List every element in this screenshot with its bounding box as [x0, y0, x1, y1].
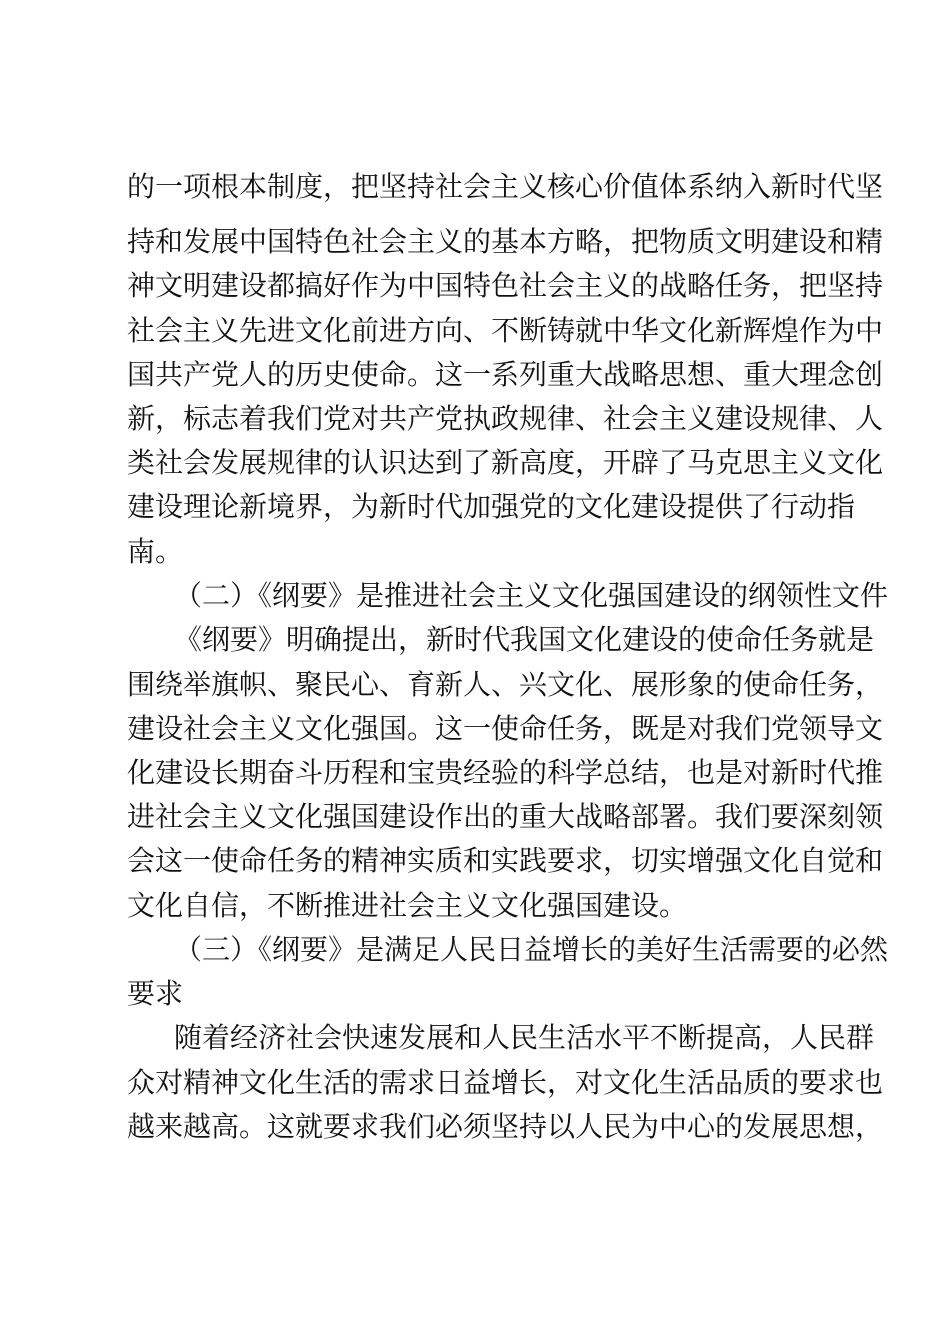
body-text-line: 类社会发展规律的认识达到了新高度，开辟了马克思主义文化	[127, 446, 884, 479]
body-text-line: 化建设长期奋斗历程和宝贵经验的科学总结，也是对新时代推	[127, 756, 884, 789]
section-heading-continued: 要求	[127, 977, 184, 1010]
body-text-line: 国共产党人的历史使命。这一系列重大战略思想、重大理念创	[127, 358, 884, 391]
body-text-line: 会这一使命任务的精神实质和实践要求，切实增强文化自觉和	[127, 844, 884, 877]
body-text-line: 社会主义先进文化前进方向、不断铸就中华文化新辉煌作为中	[127, 314, 884, 347]
paragraph-first-line: 《纲要》明确提出，新时代我国文化建设的使命任务就是	[174, 623, 875, 656]
body-text-line: 持和发展中国特色社会主义的基本方略，把物质文明建设和精	[127, 225, 884, 258]
body-text-line: 围绕举旗帜、聚民心、育新人、兴文化、展形象的使命任务，	[127, 668, 884, 701]
body-text-line: 神文明建设都搞好作为中国特色社会主义的战略任务，把坚持	[127, 269, 884, 302]
body-text-line: 众对精神文化生活的需求日益增长，对文化生活品质的要求也	[127, 1066, 884, 1099]
section-heading: （二）《纲要》是推进社会主义文化强国建设的纲领性文件	[174, 579, 889, 612]
body-text-line: 进社会主义文化强国建设作出的重大战略部署。我们要深刻领	[127, 800, 884, 833]
body-text-line: 新，标志着我们党对共产党执政规律、社会主义建设规律、人	[127, 402, 884, 435]
body-text-line: 越来越高。这就要求我们必须坚持以人民为中心的发展思想，	[127, 1110, 884, 1143]
section-heading: （三）《纲要》是满足人民日益增长的美好生活需要的必然	[174, 933, 889, 966]
body-text-line: 南。	[127, 535, 184, 568]
body-text-line: 的一项根本制度，把坚持社会主义核心价值体系纳入新时代坚	[127, 170, 884, 203]
body-text-line: 建设社会主义文化强国。这一使命任务，既是对我们党领导文	[127, 712, 884, 745]
body-text-line: 建设理论新境界，为新时代加强党的文化建设提供了行动指	[127, 490, 856, 523]
body-text-line: 文化自信，不断推进社会主义文化强国建设。	[127, 889, 688, 922]
paragraph-first-line: 随着经济社会快速发展和人民生活水平不断提高，人民群	[174, 1021, 875, 1054]
